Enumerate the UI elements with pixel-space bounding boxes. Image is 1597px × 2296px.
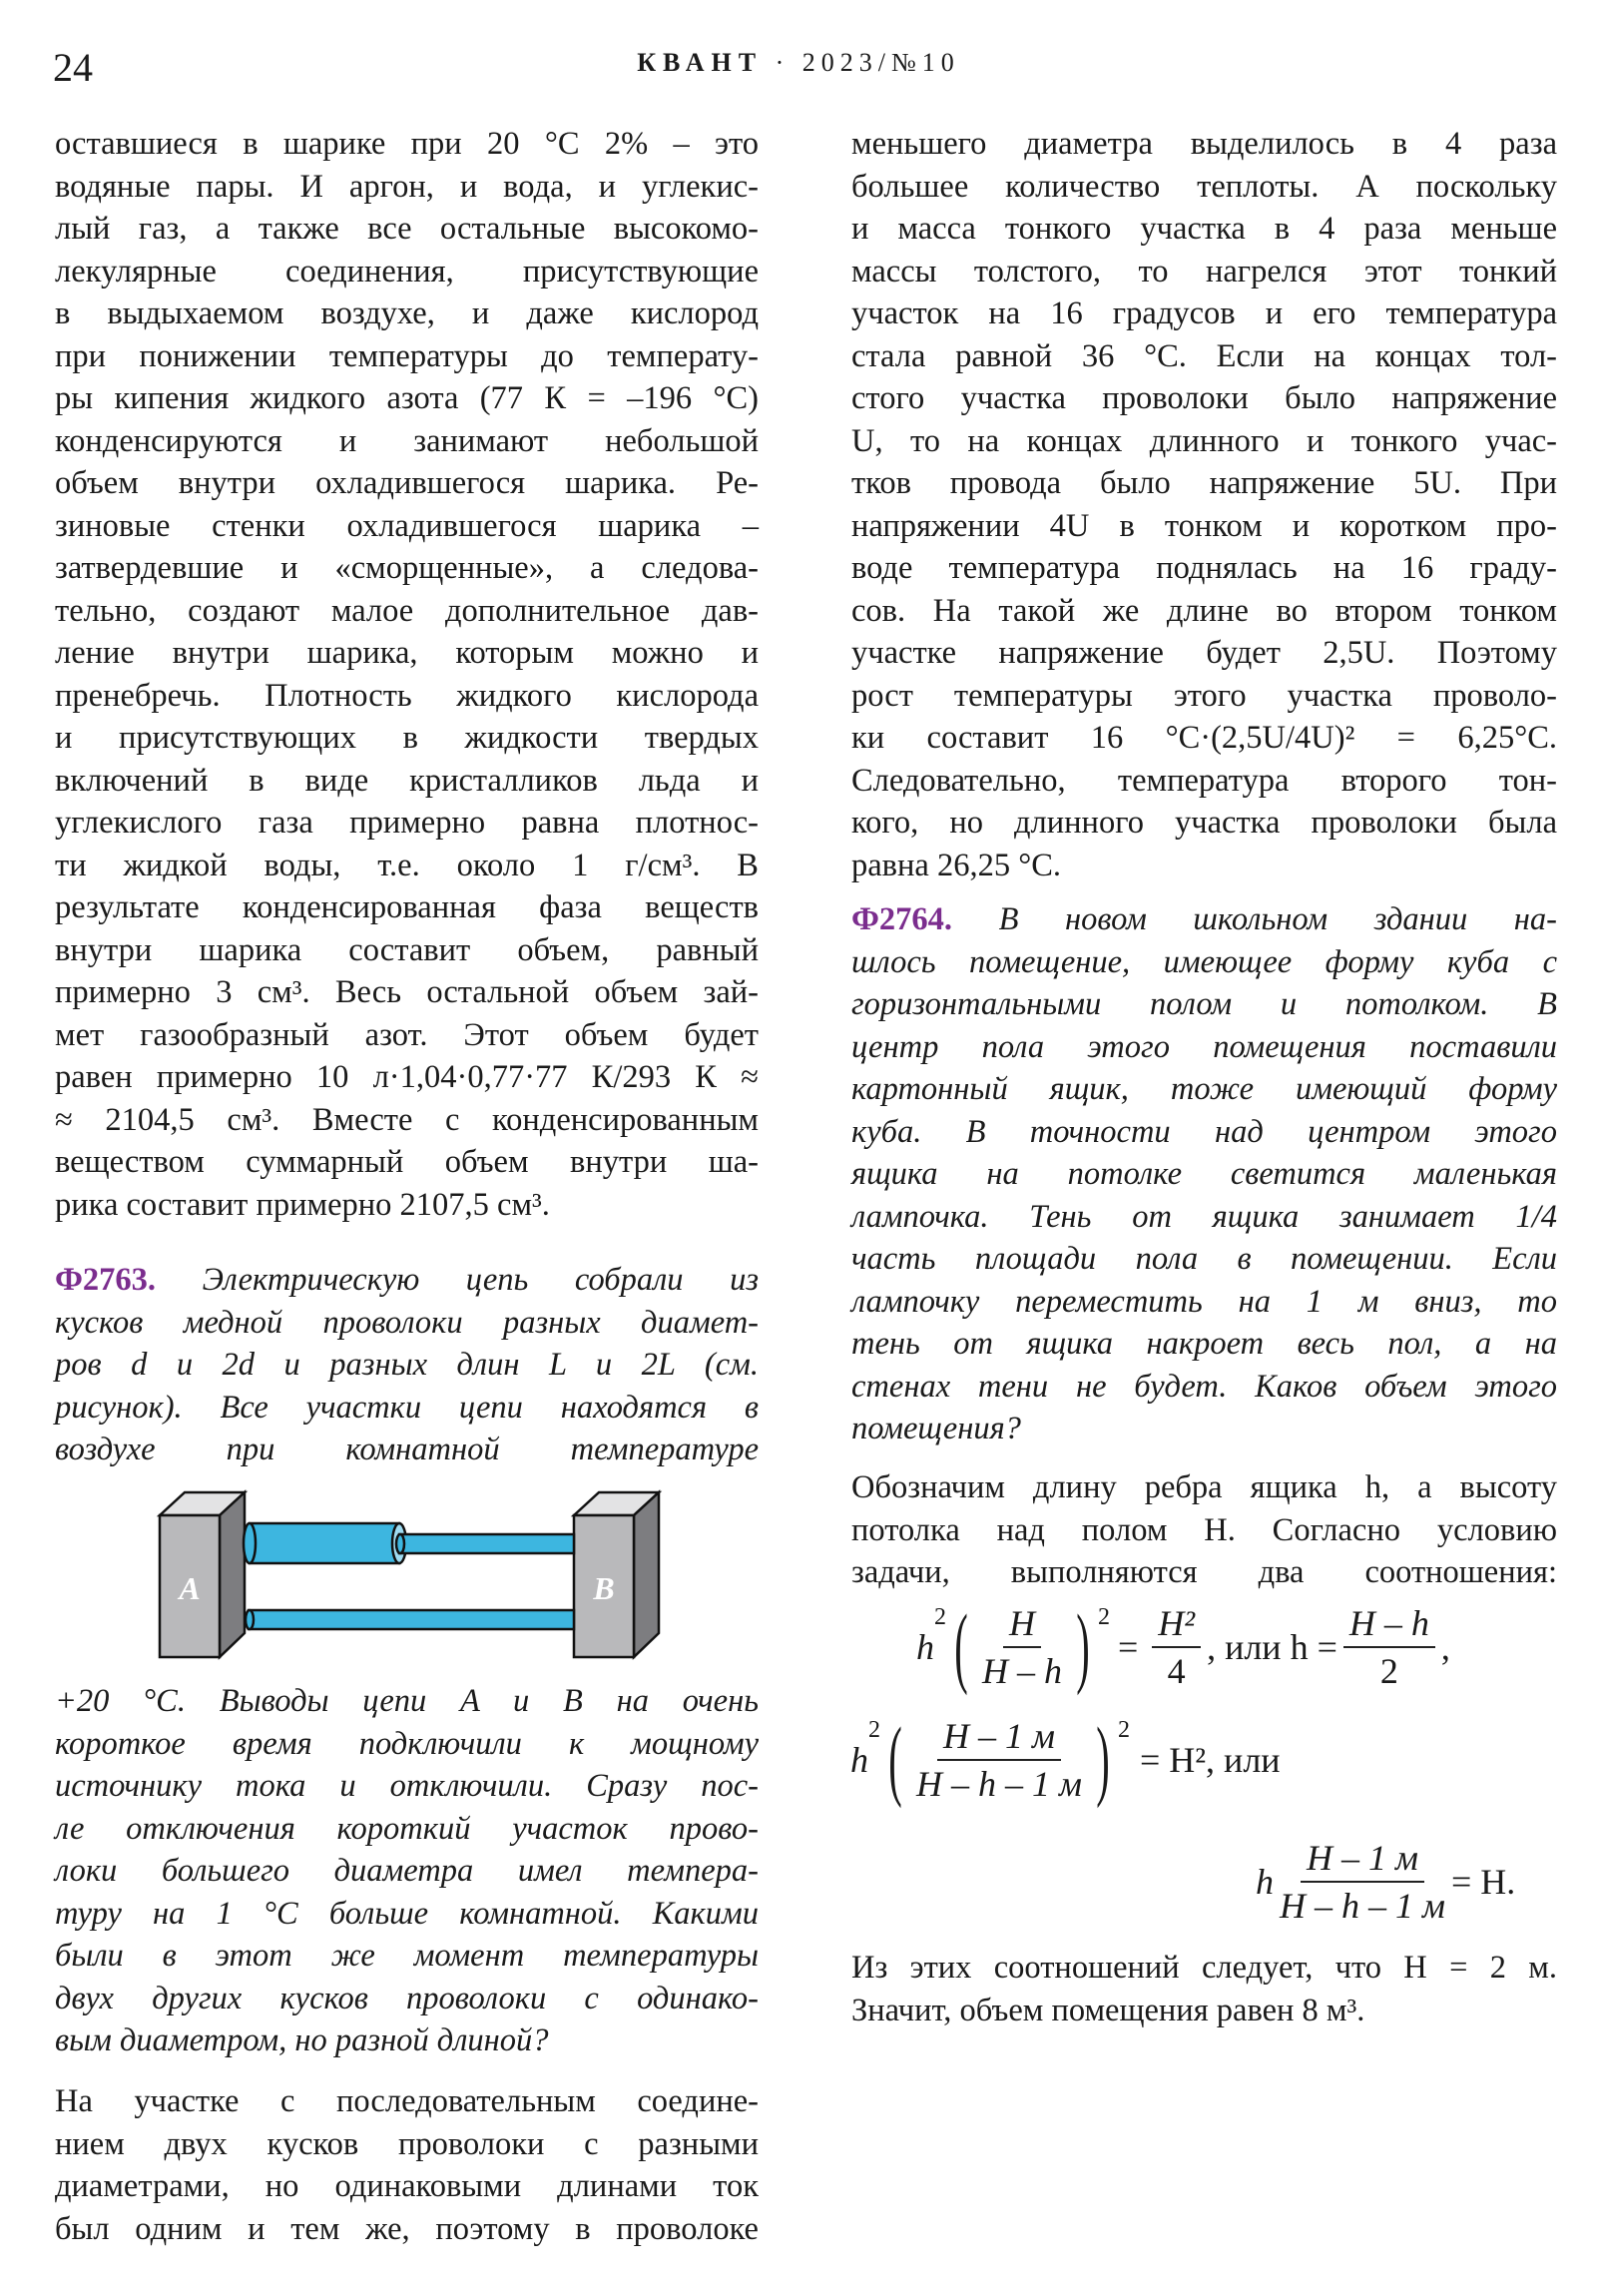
text-line: водяные пары. И аргон, и вода, и углекис- [55, 168, 759, 205]
formula-1: h 2 ( $\frac{H}{H - h}$ ) 2 = $\frac{\text{H²}}{4}$ , или h = $\frac{H - h}{2}$ , [916, 1597, 1450, 1696]
problem-number: Ф2763. [55, 1262, 157, 1298]
formula-text: , или h = [1207, 1627, 1337, 1667]
text-line: ти жидкой воды, т.е. около 1 г/см³. В [55, 847, 759, 883]
formula-text: = H. [1450, 1862, 1516, 1902]
text-line: лый газ, а также все остальные высокомо- [55, 211, 759, 247]
text-line: источнику тока и отключили. Сразу пос- [55, 1768, 759, 1804]
text-line: и масса тонкого участка в 4 раза меньше [851, 211, 1557, 247]
text-line: углекислого газа примерно равна плотнос- [55, 805, 759, 841]
text-line: участок на 16 градусов и его температура [851, 295, 1557, 331]
header-separator: · [775, 48, 791, 77]
text-line: ление внутри шарика, которым можно и [55, 635, 759, 671]
text-line: был одним и тем же, поэтому в проволоке [55, 2210, 759, 2247]
text-line: стала равной 36 °С. Если на концах тол- [851, 337, 1557, 374]
formula-exp: 2 [1117, 1716, 1130, 1743]
problem-first-line [851, 898, 1557, 941]
problem-text-cont [55, 1302, 759, 1471]
conclusion-f2764 [851, 1947, 1557, 2031]
text-line: мет газообразный азот. Этот объем будет [55, 1016, 759, 1053]
formula-exp: 2 [1097, 1603, 1110, 1630]
text-line: рисунок). Все участки цепи находятся в [55, 1389, 759, 1426]
problem-number: Ф2764. [851, 901, 953, 937]
text-line: воде температура поднялась на 16 граду- [851, 550, 1557, 586]
text-line: потолка над полом H. Согласно условию [851, 1511, 1557, 1548]
formula-2: h 2 ( $\frac{H - 1 м}{H - h - 1 м}$ ) 2 = H², или [850, 1710, 1281, 1809]
formula-var: h [850, 1740, 868, 1780]
fraction-numerator: H [1003, 1602, 1041, 1648]
text-line: Из этих соотношений следует, что H = 2 м. [851, 1950, 1557, 1986]
text-line: U, то на концах длинного и тонкого учас- [851, 422, 1557, 459]
terminal-block-b [574, 1492, 659, 1657]
text-line: часть площади пола в помещении. Если [851, 1241, 1557, 1277]
text-line: кусков медной проволоки разных диамет- [55, 1304, 759, 1341]
text-line: результате конденсированная фаза веществ [55, 889, 759, 925]
text-line: туру на 1 °С больше комнатной. Какими [55, 1895, 759, 1932]
text-line: оставшиеся в шарике при 20 °С 2% – это [55, 126, 759, 162]
text-line: воздухе при комнатной температуре [55, 1432, 759, 1467]
text-line: веществом суммарный объем внутри ша- [55, 1144, 759, 1180]
text-line: шлось помещение, имеющее форму куба с [851, 943, 1557, 980]
text-line: внутри шарика составит объем, равный [55, 931, 759, 968]
terminal-label-b: B [593, 1570, 615, 1606]
text-line: зиновые стенки охладившегося шарика – [55, 507, 759, 544]
problem-text: Электрическую цепь собрали из [202, 1262, 759, 1298]
text-line: куба. В точности над центром этого [851, 1113, 1557, 1150]
text-line: центр пола этого помещения поставили [851, 1028, 1557, 1065]
problem-f2764 [851, 898, 1557, 1450]
fraction-numerator: H² [1152, 1602, 1201, 1648]
terminal-block-a [160, 1492, 245, 1657]
fraction-denominator: 2 [1379, 1651, 1398, 1691]
text-line: короткое время подключили к мощному [55, 1725, 759, 1762]
fraction-numerator: H – 1 м [1301, 1837, 1424, 1883]
text-line: стого участка проволоки было напряжение [851, 380, 1557, 416]
formula-exp: 2 [934, 1603, 946, 1630]
formula-exp: 2 [868, 1716, 880, 1743]
journal-title: КВАНТ [637, 48, 764, 77]
text-line: массы толстого, то нагрелся этот тонкий [851, 253, 1557, 289]
text-line: конденсируются и занимают небольшой [55, 422, 759, 459]
problem-first-line [55, 1259, 759, 1302]
fraction-numerator: H – 1 м [937, 1715, 1061, 1761]
text-line: и присутствующих в жидкости твердых [55, 720, 759, 756]
text-line: затвердевшие и «сморщенные», а следова- [55, 550, 759, 586]
fraction-denominator: H – h [981, 1651, 1062, 1691]
text-line: были в этот же момент температуры [55, 1938, 759, 1974]
text-line: равна 26,25 °С. [851, 847, 1062, 883]
text-line: Обозначим длину ребра ящика h, а высоту [851, 1469, 1557, 1505]
text-line: локи большего диаметра имел темпера- [55, 1853, 759, 1889]
problem-f2763 [55, 1259, 759, 1471]
fraction-denominator: 4 [1167, 1651, 1186, 1691]
text-line: лекулярные соединения, присутствующие [55, 253, 759, 289]
text-line: ле отключения короткий участок прово- [55, 1810, 759, 1847]
paragraph-balloon-answer [55, 123, 759, 1226]
fraction-denominator: H – h – 1 м [1280, 1886, 1445, 1926]
text-line: горизонтальными полом и потолком. В [851, 986, 1557, 1022]
formula-3 [1256, 1837, 1515, 1927]
text-line: вым диаметром, но разной длиной? [55, 2022, 549, 2058]
running-header [0, 48, 1597, 78]
text-line: рика составит примерно 2107,5 см³. [55, 1186, 550, 1223]
text-line: картонный ящик, тоже имеющий форму [851, 1071, 1557, 1107]
issue-number: 2023/№10 [801, 48, 960, 77]
thick-short-wire [244, 1523, 406, 1563]
page-number: 24 [53, 45, 93, 90]
text-line: Значит, объем помещения равен 8 м³. [851, 1992, 1365, 2028]
problem-text-cont [851, 941, 1557, 1450]
thin-short-wire [396, 1534, 574, 1553]
text-line: На участке с последовательным соедине- [55, 2083, 759, 2119]
terminal-label-a: A [179, 1570, 201, 1606]
text-line: большее количество теплоты. А поскольку [851, 168, 1557, 205]
text-line: ящика на потолке светится маленькая [851, 1156, 1557, 1192]
text-line: помещения? [851, 1411, 1021, 1446]
text-line: ≈ 2104,5 см³. Вместе с конденсированным [55, 1101, 759, 1138]
text-line: задачи, выполняются два соотношения: [851, 1554, 1557, 1590]
text-line: напряжении 4U в тонком и коротком про- [851, 507, 1557, 544]
text-line: равен примерно 10 л·1,04·0,77·77 К/293 К ≈ [55, 1059, 759, 1095]
text-line: сов. На такой же длине во втором тонком [851, 592, 1557, 629]
text-line: в выдыхаемом воздухе, и даже кислород [55, 295, 759, 331]
fraction-numerator: H – h [1343, 1602, 1435, 1648]
text-line: лампочку переместить на 1 м вниз, то [851, 1283, 1557, 1320]
text-line: включений в виде кристалликов льда и [55, 762, 759, 799]
text-line: ры кипения жидкого азота (77 К = –196 °С) [55, 380, 759, 416]
problem-f2763-cont [55, 1680, 759, 2062]
thin-long-wire [246, 1610, 574, 1629]
text-line: Следовательно, температура второго тон- [851, 762, 1557, 799]
text-line: меньшего диаметра выделилось в 4 раза [851, 126, 1557, 162]
text-line: объем внутри охладившегося шарика. Ре- [55, 465, 759, 501]
text-line: тень от ящика накроет весь пол, а на [851, 1326, 1557, 1362]
text-line: примерно 3 см³. Весь остальной объем зай- [55, 974, 759, 1010]
solution-f2764 [851, 1466, 1557, 1594]
formula-text: , [1440, 1627, 1450, 1667]
text-line: ки составит 16 °С·(2,5U/4U)² = 6,25°С. [851, 720, 1557, 756]
formula-var: h [1256, 1862, 1274, 1902]
text-line: кого, но длинного участка проволоки была [851, 805, 1557, 841]
solution-f2763-cont [851, 123, 1557, 886]
fraction-denominator: H – h – 1 м [915, 1764, 1082, 1804]
text-line: диаметрами, но одинаковыми длинами ток [55, 2168, 759, 2204]
solution-f2763 [55, 2080, 759, 2250]
text-line: двух других кусков проволоки с одинако- [55, 1980, 759, 2016]
text-line: +20 °С. Выводы цепи A и B на очень [55, 1683, 759, 1719]
text-line: участке напряжение будет 2,5U. Поэтому [851, 635, 1557, 671]
text-line: пренебречь. Плотность жидкого кислорода [55, 677, 759, 714]
formula-var: h [916, 1627, 934, 1667]
formula-text: = H², или [1139, 1740, 1281, 1780]
formula-eq: = [1117, 1627, 1139, 1667]
text-line: ров d и 2d и разных длин L и 2L (см. [55, 1347, 759, 1383]
text-line: нием двух кусков проволоки с разными [55, 2125, 759, 2162]
text-line: при понижении температуры до температу- [55, 337, 759, 374]
text-line: стенах тени не будет. Каков объем этого [851, 1368, 1557, 1405]
problem-text: В новом школьном здании на- [998, 901, 1558, 937]
text-line: тков провода было напряжение 5U. При [851, 465, 1557, 501]
text-line: лампочка. Тень от ящика занимает 1/4 [851, 1198, 1557, 1235]
text-line: рост температуры этого участка проволо- [851, 677, 1557, 714]
circuit-figure [155, 1475, 679, 1665]
text-line: тельно, создают малое дополнительное дав- [55, 592, 759, 629]
